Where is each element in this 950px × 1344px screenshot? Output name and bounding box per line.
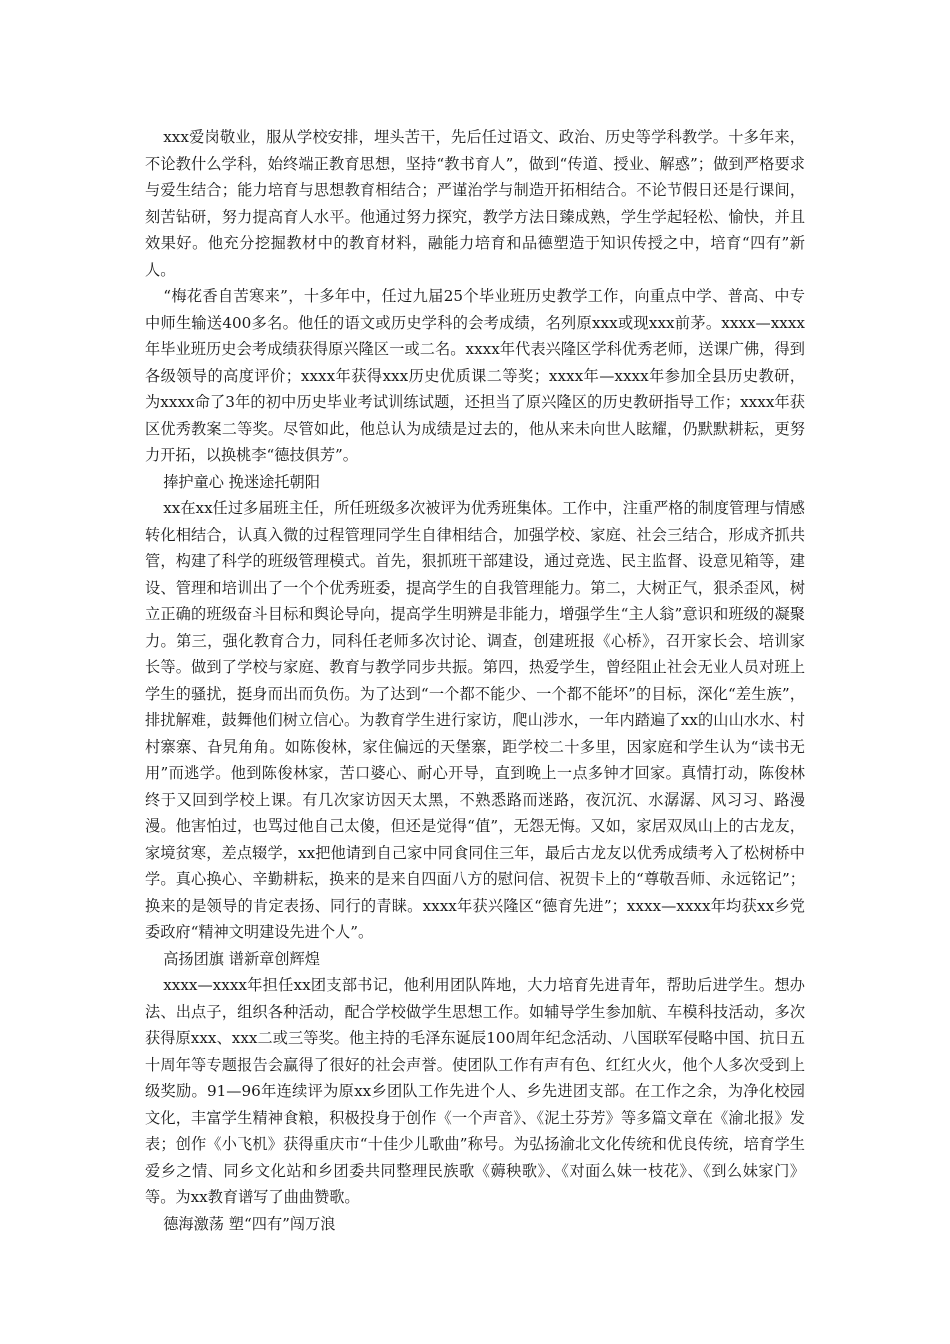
paragraph-class-management: xx在xx任过多届班主任，所任班级多次被评为优秀班集体。工作中，注重严格的制度管理与情感转化相结合，认真入微的过程管理同学生自律相结合，加强学校、家庭、社会三结合，形成齐抓共管，构建了科学的班级管理模式。首先，狠抓班干部建设，通过竞选、民主监督、设意见箱等，建设、管理和培训出了一个个优秀班委，提高学生的自我管理能力。第二，大树正气，狠杀歪风，树立正确的班级奋斗目标和舆论导向，提高学生明辨是非能力，增强学生“主人翁”意识和班级的凝聚力。第三，强化教育合力，同科任老师多次讨论、调查，创建班报《心桥》，召开家长会、培训家长等。做到了学校与家庭、教育与教学同步共振。第四，热爱学生，曾经阻止社会无业人员对班上学生的骚扰，挺身而出而负伤。为了达到“一个都不能少、一个都不能坏”的目标，深化“差生族”，排扰解难，鼓舞他们树立信心。为教育学生进行家访，爬山涉水，一年内踏遍了xx的山山水水、村村寨寨、旮旯角角。如陈俊林，家住偏远的天堡寨，距学校二十多里，因家庭和学生认为“读书无用”而逃学。他到陈俊林家，苦口婆心、耐心开导，直到晚上一点多钟才回家。真情打动，陈俊林终于又回到学校上课。有几次家访因天太黑，不熟悉路而迷路，夜沉沉、水潺潺、风习习、路漫漫。他害怕过，也骂过他自己太傻，但还是觉得“值”，无怨无悔。又如，家居双凤山上的古龙友，家境贫寒，差点辍学，xx把他请到自己家中同食同住三年，最后古龙友以优秀成绩考入了松树桥中学。真心换心、辛勤耕耘，换来的是来自四面八方的慰问信、祝贺卡上的“尊敬吾师、永远铭记”；换来的是领导的肯定表扬、同行的青睐。xxxx年获兴隆区“德育先进”；xxxx—xxxx年均获xx乡党委政府“精神文明建设先进个人”。 (145, 499, 805, 941)
section-heading-class-teacher: 捧护童心 挽迷途托朝阳 (163, 472, 320, 491)
paragraph-league-work: xxxx—xxxx年担任xx团支部书记，他利用团队阵地，大力培育先进青年，帮助后进学生。想办法、出点子，组织各种活动，配合学校做学生思想工作。如辅导学生参加航、车模科技活动，多次获得原xxx、xxx二或三等奖。他主持的毛泽东诞辰100周年纪念活动、八国联军侵略中国、抗日五十周年等专题报告会赢得了很好的社会声誉。使团队工作有声有色、红红火火，他个人多次受到上级奖励。91—96年连续评为原xx乡团队工作先进个人、乡先进团支部。在工作之余，为净化校园文化，丰富学生精神食粮，积极投身于创作《一个声音》、《泥土芬芳》等多篇文章在《渝北报》发表；创作《小飞机》获得重庆市“十佳少儿歌曲”称号。为弘扬渝北文化传统和优良传统，培育学生爱乡之情、同乡文化站和乡团委共同整理民族歌《薅秧歌》、《对面么妹一枝花》、《到么妹家门》等。为xx教育谱写了曲曲赞歌。 (145, 976, 805, 1206)
section-heading-league-work: 高扬团旗 谱新章创辉煌 (163, 949, 320, 968)
document-body (145, 124, 805, 1237)
paragraph-achievements: “梅花香自苦寒来”，十多年中，任过九届25个毕业班历史教学工作，向重点中学、普高、中专中师生输送400多名。他任的语文或历史学科的会考成绩，名列原xxx或现xxx前茅。xxxx—xxxx年毕业班历史会考成绩获得原兴隆区一或二名。xxxx年代表兴隆区学科优秀老师，送课广佛，得到各级领导的高度评价；xxxx年获得xxx历史优质课二等奖；xxxx年—xxxx年参加全县历史教研，为xxxx命了3年的初中历史毕业考试训练试题，还担当了原兴隆区的历史教研指导工作；xxxx年获区优秀教案二等奖。尽管如此，他总认为成绩是过去的，他从来未向世人眩耀，仍默默耕耘，更努力开拓，以换桃李“德技俱芳”。 (145, 287, 805, 464)
paragraph-dedication: xxx爱岗敬业，服从学校安排，埋头苦干，先后任过语文、政治、历史等学科教学。十多年来，不论教什么学科，始终端正教育思想，坚持“教书育人”，做到“传道、授业、解惑”；做到严格要求与爱生结合；能力培育与思想教育相结合；严谨治学与制造开拓相结合。不论节假日还是行课间，刻苦钻研，努力提高育人水平。他通过努力探究，教学方法日臻成熟，学生学起轻松、愉快，并且效果好。他充分挖掘教材中的教育材料，融能力培育和品德塑造于知识传授之中，培育“四有”新人。 (145, 128, 805, 279)
section-heading-moral-education: 德海激荡 塑“四有”闯万浪 (163, 1214, 336, 1233)
